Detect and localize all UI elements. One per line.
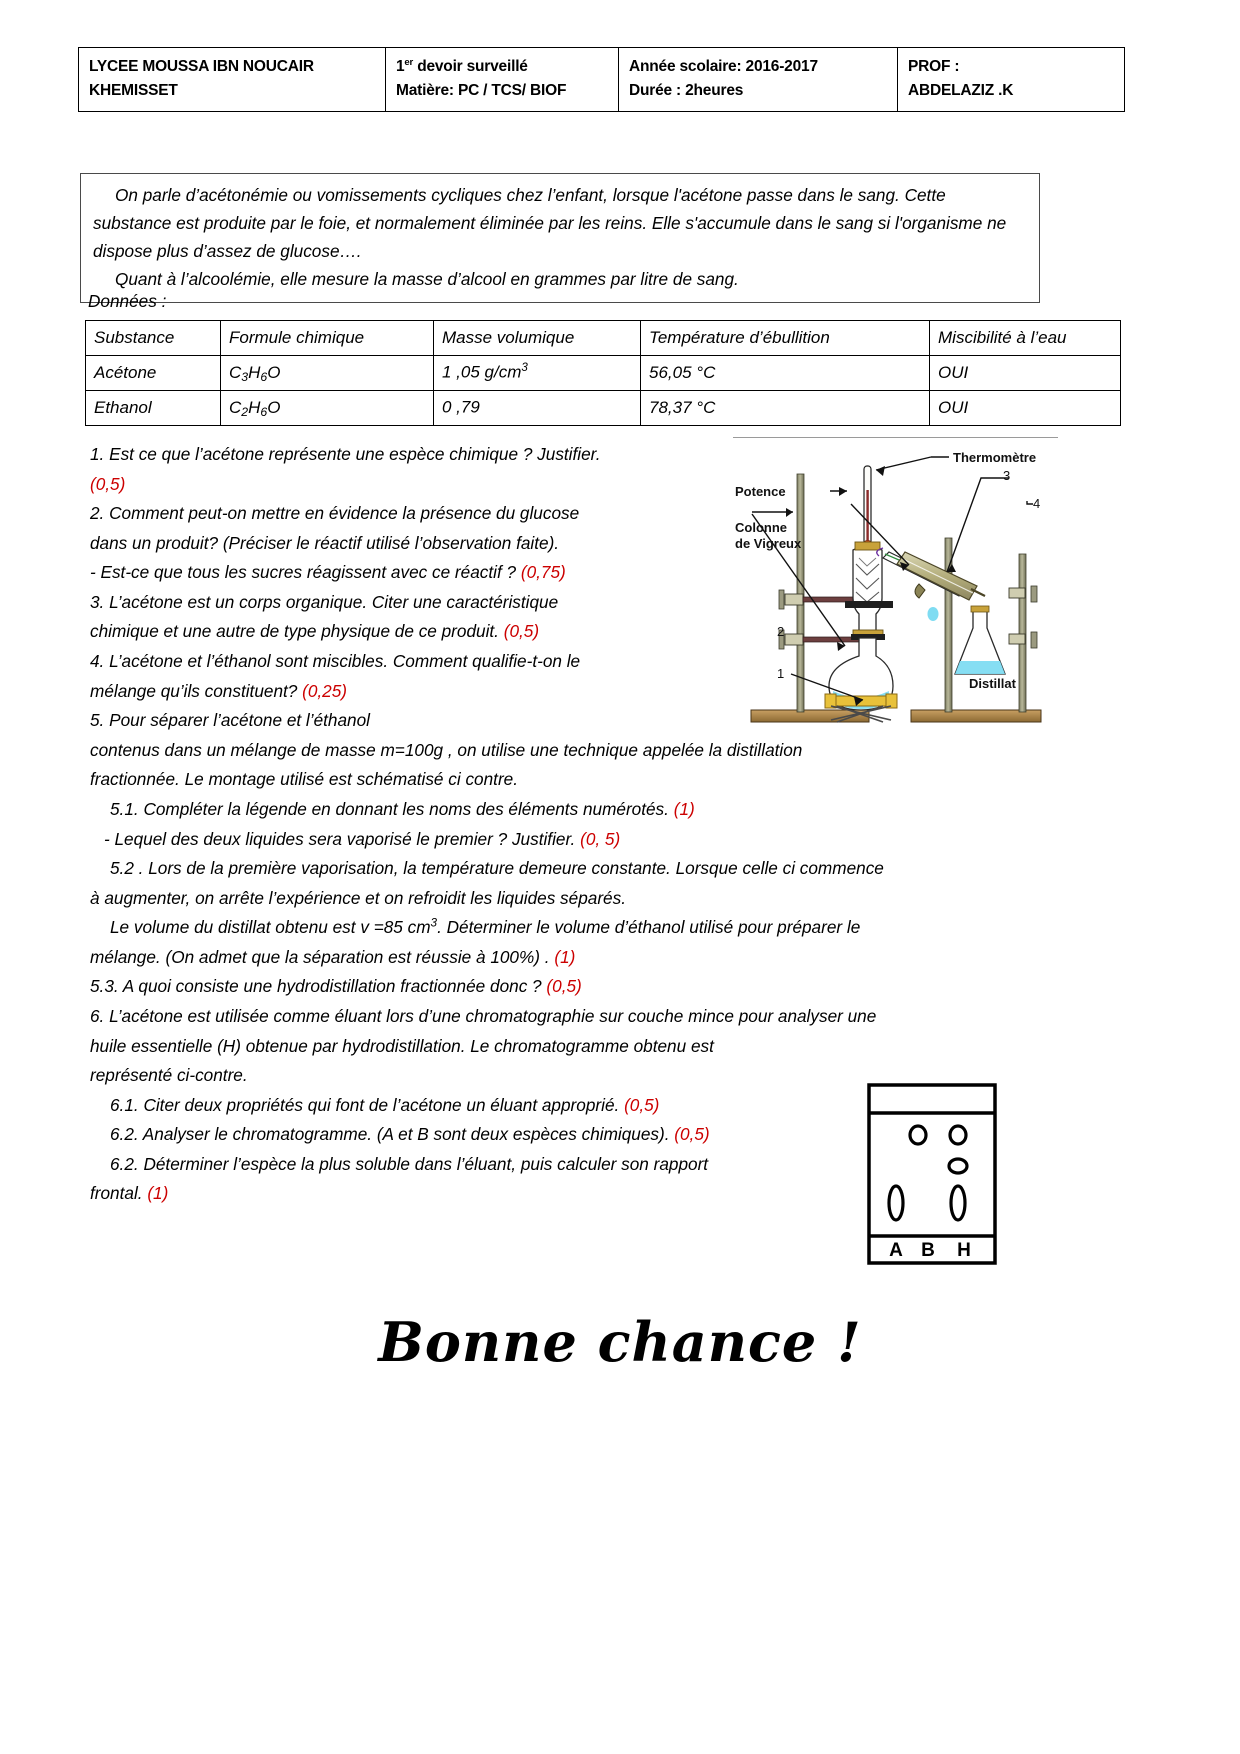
question-5-line1: 5. Pour séparer l’acétone et l’éthanol [90, 710, 370, 731]
cell-boiling-acetone: 56,05 °C [641, 356, 930, 391]
formula-sub-h: 6 [260, 369, 268, 384]
points-value: (0,5) [90, 473, 126, 494]
question-1: 1. Est ce que l’acétone représente une espèce chimique ? Justifier. [90, 444, 601, 464]
question-3-line1: 3. L’acétone est un corps organique. Citer une caractéristique [90, 591, 559, 612]
points-value: (0,5) [674, 1124, 710, 1145]
formula-sub-c: 2 [241, 404, 249, 419]
label-number-4: 4 [1033, 496, 1041, 511]
cell-density-acetone [434, 356, 641, 391]
label-colonne-line1: Colonne [735, 520, 787, 535]
column-header-density: Masse volumique [434, 321, 641, 356]
leader-lines [752, 457, 1033, 646]
column-header-boiling-point: Température d’ébullition [641, 321, 930, 356]
column-header-miscibility: Miscibilité à l’eau [930, 321, 1121, 356]
distillation-apparatus-figure [733, 437, 1058, 738]
exam-header-table [78, 47, 1125, 112]
chromatogram-figure [866, 1083, 998, 1265]
header-cell-year [619, 48, 898, 112]
thermometer-icon [863, 466, 872, 550]
receiver-liquid [955, 661, 1005, 674]
question-5-3-text: 5.3. A quoi consiste une hydrodistillation fractionnée donc ? [90, 976, 542, 997]
density-exponent: 3 [521, 362, 528, 375]
question-5-1b-text: - Lequel des deux liquides sera vaporisé le premier ? Justifier. [104, 828, 576, 849]
question-6-2-text: 6.2. Analyser le chromatogramme. (A et B sont deux espèces chimiques). [110, 1124, 670, 1145]
header-row [79, 48, 1125, 112]
ground-joint-top [855, 542, 880, 550]
question-5-1-text: 5.1. Compléter la légende en donnant les noms des éléments numérotés. [110, 798, 669, 819]
points-value: (0,75) [520, 562, 566, 583]
question-2b-text: - Est-ce que tous les sucres réagissent avec ce réactif ? [90, 562, 517, 583]
donnees-label: Données : [88, 291, 167, 311]
question-3-text: chimique et une autre de type physique de ce produit. [90, 621, 499, 642]
question-4-text: mélange qu’ils constituent? [90, 680, 298, 701]
question-5-2-rest: . Déterminer le volume d’éthanol utilisé pour préparer le [437, 917, 861, 938]
formula-sub-h: 6 [260, 404, 268, 419]
label-number-2: 2 [777, 624, 785, 639]
header-cell-prof [898, 48, 1125, 112]
formula-atom-c: C [229, 362, 242, 382]
lane-label-h: H [957, 1240, 971, 1261]
lane-label-b: B [921, 1240, 935, 1261]
condenser-icon [877, 548, 985, 621]
label-number-1: 1 [777, 666, 785, 681]
question-4-line2 [90, 677, 710, 707]
cell-miscibility-acetone: OUI [930, 356, 1121, 391]
exam-ordinal-suffix: er [404, 56, 414, 68]
bonne-chance-text: Bonne chance ! [378, 1310, 862, 1374]
condenser-water-inlet [915, 584, 925, 598]
spot-h-mid [949, 1159, 967, 1173]
label-distillat: Distillat [969, 676, 1016, 691]
duration-line: Durée : 2heures [629, 82, 744, 100]
exam-title-line1 [396, 55, 608, 79]
question-2-line2: dans un produit? (Préciser le réactif utilisé l’observation faite). [90, 532, 560, 553]
question-5-1 [90, 795, 1165, 825]
question-5-2-text: mélange. (On admet que la séparation est réussie à 100%) . [90, 946, 550, 967]
substance-data-table [85, 320, 1121, 426]
question-6-line2: huile essentielle (H) obtenue par hydrodistillation. Le chromatogramme obtenu est [90, 1035, 714, 1056]
exam-ordinal-number: 1 [396, 58, 405, 75]
intro-text-box [80, 173, 1040, 303]
header-cell-school [79, 48, 386, 112]
question-6-2 [90, 1120, 890, 1150]
cell-boiling-ethanol: 78,37 °C [641, 391, 930, 426]
question-5-line2: contenus dans un mélange de masse m=100g , on utilise une technique appelée la distillation [90, 739, 803, 760]
question-5-line3: fractionnée. Le montage utilisé est schématisé ci contre. [90, 769, 519, 790]
cell-formula-acetone [221, 356, 434, 391]
question-6-line1: 6. L’acétone est utilisée comme éluant lors d’une chromatographie sur couche mince pour analyser une [90, 1005, 877, 1026]
distillation-diagram-svg [733, 438, 1058, 738]
exam-subject-line: Matière: PC / TCS/ BIOF [396, 82, 567, 100]
points-value: (0, 5) [580, 828, 621, 849]
school-name-line2: KHEMISSET [89, 82, 178, 100]
points-value: (1) [147, 1183, 169, 1204]
vigreux-column-icon [853, 546, 882, 634]
table-row [86, 356, 1121, 391]
school-year-line: Année scolaire: 2016-2017 [629, 58, 818, 75]
question-5-2-line4 [90, 943, 1145, 973]
distillate-volume-text: Le volume du distillat obtenu est v =85 cm [110, 917, 431, 938]
erlenmeyer-flask-icon [955, 606, 1005, 674]
spot-h-high [950, 1126, 966, 1144]
spot-a-low [889, 1186, 903, 1220]
column-header-formula: Formule chimique [221, 321, 434, 356]
formula-atom-c: C [229, 397, 242, 417]
question-6-line3: représenté ci-contre. [90, 1065, 248, 1086]
prof-name: ABDELAZIZ .K [908, 82, 1014, 100]
volume-exponent: 3 [430, 916, 438, 930]
formula-atom-h: H [248, 362, 261, 382]
lane-label-a: A [889, 1240, 903, 1261]
points-value: (0,5) [546, 976, 582, 997]
points-value: (0,25) [302, 680, 348, 701]
intro-paragraph-1: On parle d’acétonémie ou vomissements cycliques chez l’enfant, lorsque l'acétone passe dans le sang. Cette substance est produite par le foie, et normalement éliminée par les reins. Elle s'accumule dans le sang si l'organisme ne dispose plus d’assez de glucose…. [93, 185, 1007, 261]
question-6-1 [90, 1091, 890, 1121]
points-value: (0,5) [624, 1094, 660, 1115]
table-header-row [86, 321, 1121, 356]
question-5-2-line3 [90, 913, 1165, 943]
points-value: (1) [554, 946, 576, 967]
question-2b [90, 558, 710, 588]
question-1-points [90, 470, 710, 500]
density-value: 0 ,79 [442, 397, 480, 417]
spot-b-high [910, 1126, 926, 1144]
formula-sub-c: 3 [241, 369, 249, 384]
label-thermometre: Thermomètre [953, 450, 1037, 465]
label-potence: Potence [735, 484, 786, 499]
chromatogram-svg [866, 1083, 998, 1265]
question-6-3-text: frontal. [90, 1183, 143, 1204]
table-row [86, 391, 1121, 426]
cell-formula-ethanol [221, 391, 434, 426]
question-5-2-line2: à augmenter, on arrête l’expérience et on refroidit les liquides séparés. [90, 887, 626, 908]
formula-atom-o: O [267, 362, 281, 382]
school-name-line1: LYCEE MOUSSA IBN NOUCAIR [89, 58, 314, 75]
question-6-3-line2 [90, 1179, 870, 1209]
question-4-line1: 4. L’acétone et l’éthanol sont miscibles. Comment qualifie-t-on le [90, 651, 581, 672]
label-number-3: 3 [1003, 468, 1011, 483]
spot-h-low [951, 1186, 965, 1220]
stand-rod-right [1019, 554, 1026, 712]
prof-label: PROF : [908, 58, 960, 75]
question-3-line2 [90, 617, 710, 647]
cell-density-ethanol [434, 391, 641, 426]
cell-miscibility-ethanol: OUI [930, 391, 1121, 426]
stand-rod-middle [945, 538, 952, 712]
question-6-3-line1: 6.2. Déterminer l’espèce la plus soluble dans l’éluant, puis calculer son rapport [110, 1153, 709, 1174]
points-value: (1) [673, 798, 695, 819]
label-colonne-line2: de Vigreux [735, 536, 802, 551]
column-clamp-grip [845, 601, 893, 608]
question-5-3 [90, 972, 1145, 1002]
condensate-droplet [928, 607, 939, 621]
question-2-line1: 2. Comment peut-on mettre en évidence la présence du glucose [90, 503, 580, 524]
header-cell-exam [386, 48, 619, 112]
column-header-substance: Substance [86, 321, 221, 356]
cell-substance-acetone: Acétone [86, 356, 221, 391]
intro-paragraph-2: Quant à l’alcoolémie, elle mesure la masse d’alcool en grammes par litre de sang. [115, 268, 739, 289]
question-6-1-text: 6.1. Citer deux propriétés qui font de l’acétone un éluant approprié. [110, 1094, 620, 1115]
density-value: 1 ,05 g/cm [442, 362, 522, 382]
exam-title-rest: devoir surveillé [413, 58, 528, 75]
formula-atom-o: O [267, 397, 281, 417]
formula-atom-h: H [248, 397, 261, 417]
question-5-2-line1: 5.2 . Lors de la première vaporisation, la température demeure constante. Lorsque celle ci commence [110, 858, 884, 879]
points-value: (0,5) [503, 621, 540, 642]
cell-substance-ethanol: Ethanol [86, 391, 221, 426]
question-5-1b [90, 825, 1159, 855]
